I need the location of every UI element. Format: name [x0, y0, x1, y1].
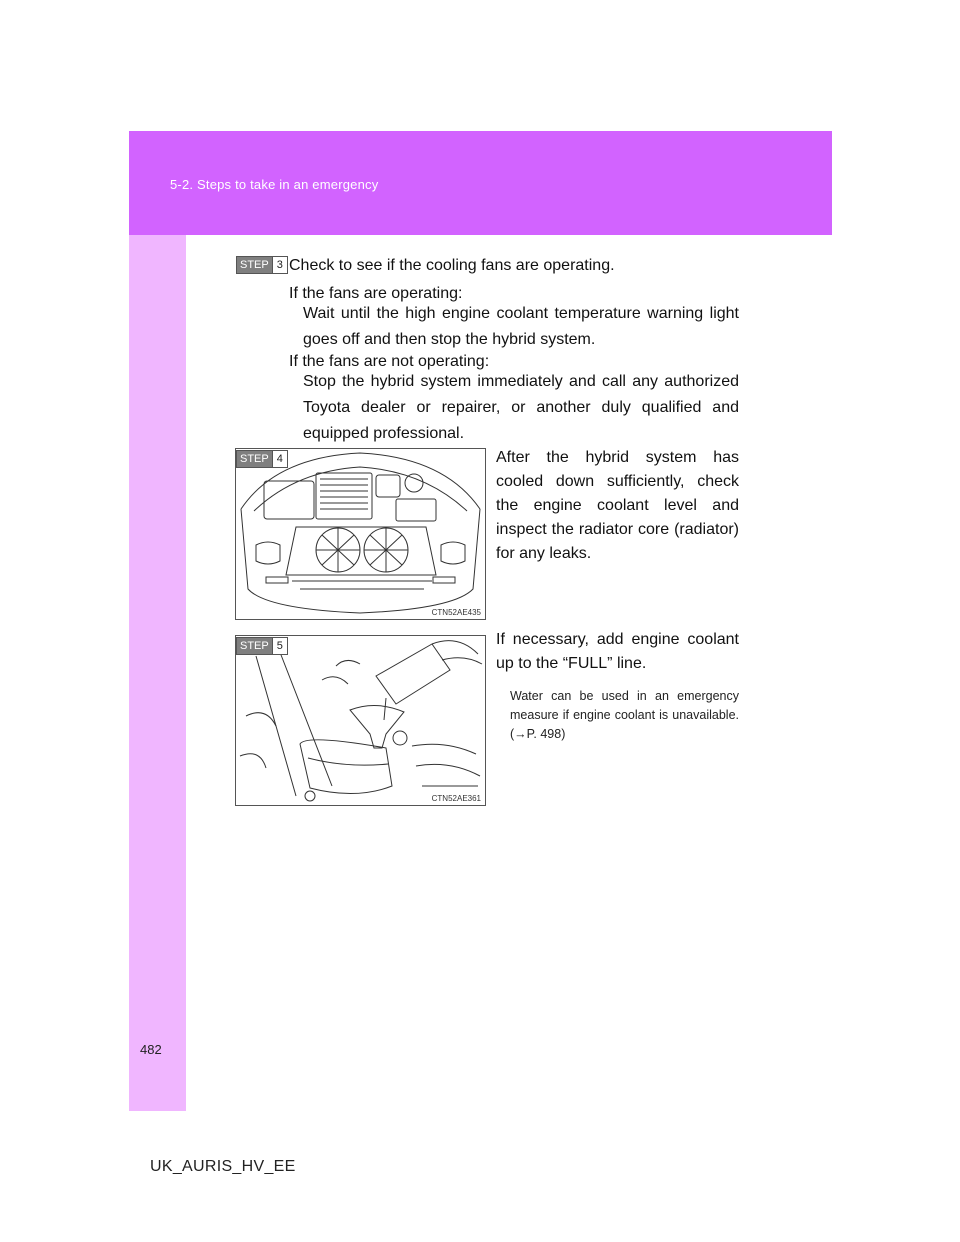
step-label: STEP	[237, 257, 272, 273]
step-number: 5	[272, 638, 287, 654]
engine-bay-illustration	[236, 449, 485, 619]
case-fans-not-operating-label: If the fans are not operating:	[289, 353, 490, 370]
figure-code: CTN52AE361	[431, 794, 481, 803]
step-5-text: If necessary, add engine coolant up to the “FULL” line.	[496, 631, 739, 672]
case-fans-operating-text: Wait until the high engine coolant temperature warning light goes off and then stop the hybrid system.	[303, 305, 739, 348]
step-5-tag	[236, 637, 288, 655]
step-4-text: After the hybrid system has cooled down sufficiently, check the engine coolant level and inspect the radiator core (radiator) for any leaks.	[496, 449, 739, 562]
side-band	[129, 235, 186, 1111]
step-label: STEP	[237, 638, 272, 654]
step-3-tag	[236, 256, 288, 274]
section-title: 5-2. Steps to take in an emergency	[170, 177, 379, 192]
case-fans-operating-label: If the fans are operating:	[289, 285, 463, 302]
engine-bay-figure	[235, 448, 486, 620]
page-number: 482	[140, 1042, 162, 1057]
document-code: UK_AURIS_HV_EE	[150, 1158, 296, 1175]
coolant-refill-illustration	[236, 636, 485, 805]
step-number: 4	[272, 451, 287, 467]
step-3-instruction: Check to see if the cooling fans are operating.	[289, 257, 615, 274]
step-number: 3	[272, 257, 287, 273]
step-5-note: Water can be used in an emergency measure if engine coolant is unavailable. (→P. 498)	[510, 689, 739, 741]
case-fans-not-operating-text: Stop the hybrid system immediately and call any authorized Toyota dealer or repairer, or another duly qualified and equipped professional.	[303, 373, 739, 442]
figure-code: CTN52AE435	[431, 608, 481, 617]
step-4-tag	[236, 450, 288, 468]
step-label: STEP	[237, 451, 272, 467]
coolant-refill-figure	[235, 635, 486, 806]
